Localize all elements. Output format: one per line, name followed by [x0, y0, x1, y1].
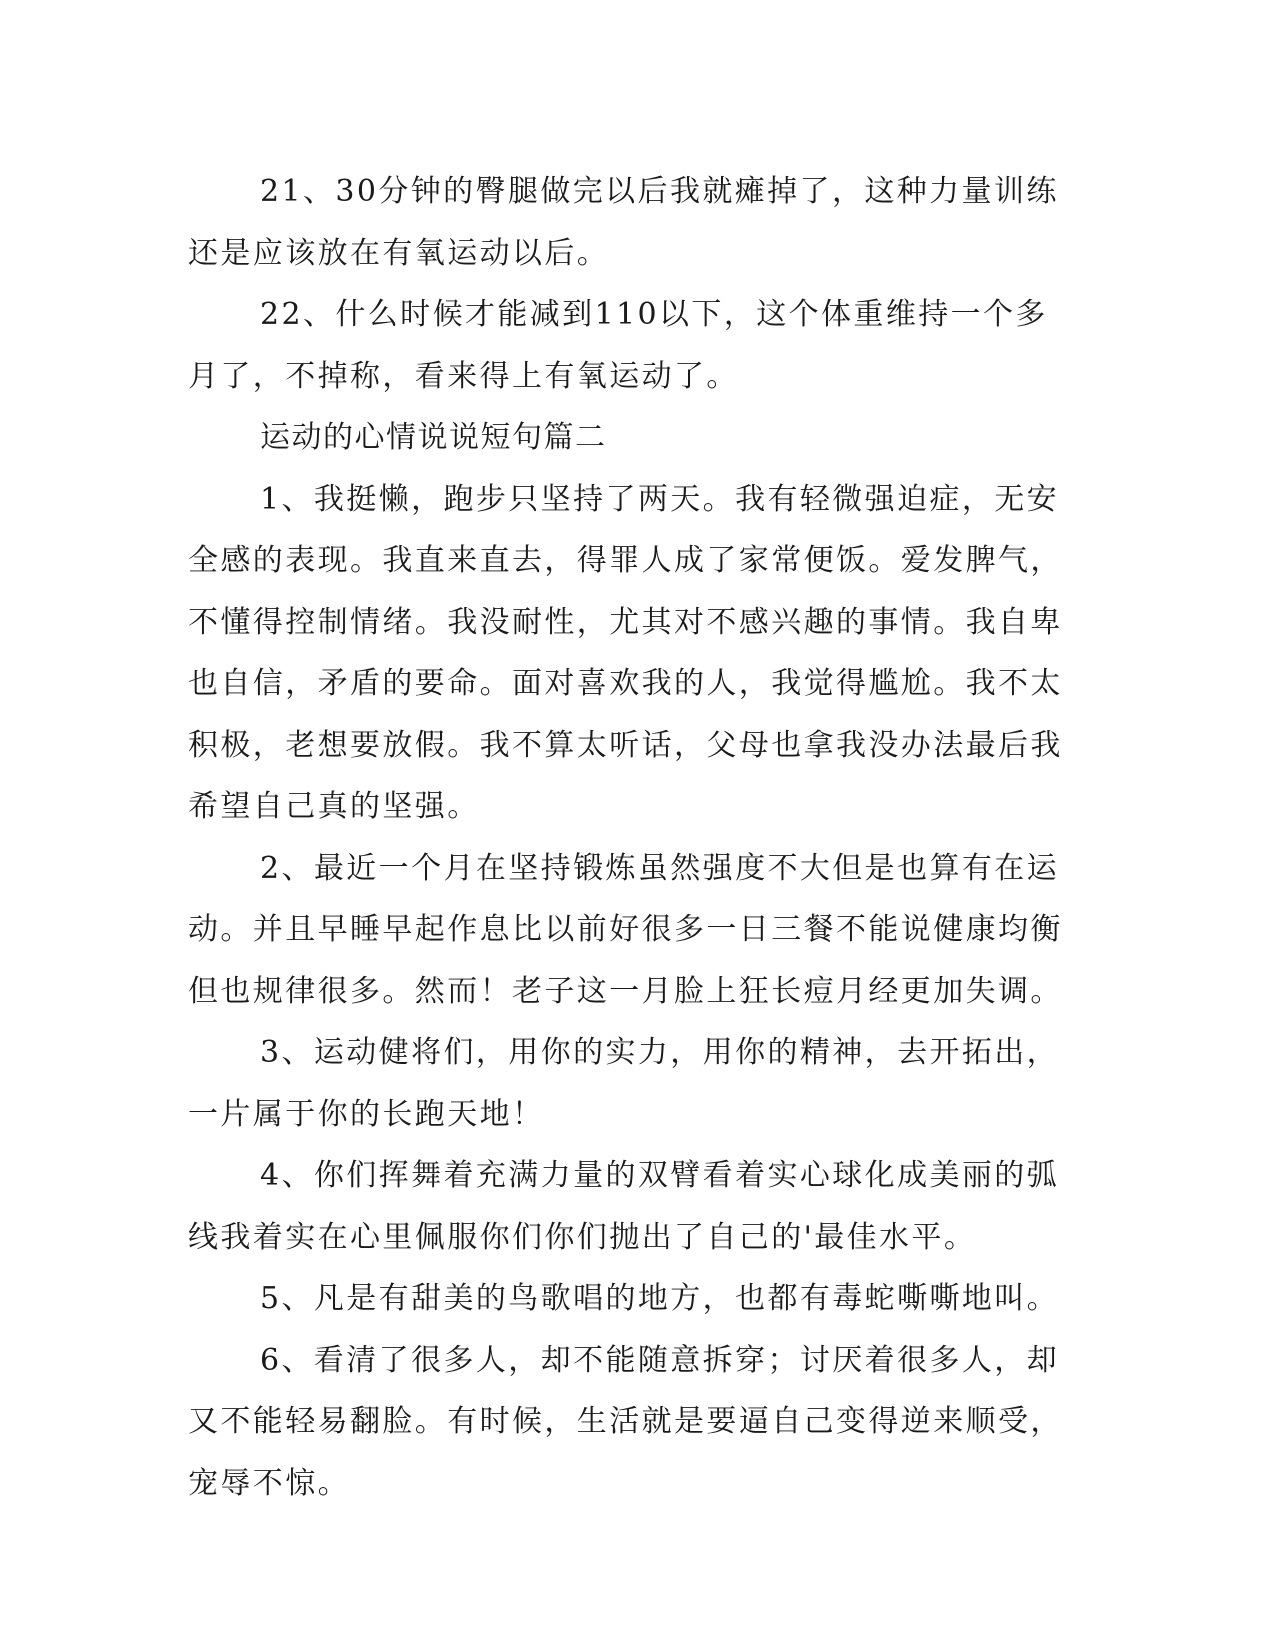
section-heading: 运动的心情说说短句篇二: [260, 420, 607, 455]
section-paragraph-2: 2、最近一个月在坚持锻炼虽然强度不大但是也算有在运动。并且早睡早起作息比以前好很多一日三餐不能说健康均衡但也规律很多。然而！老子这一月脸上狂长痘月经更加失调。: [188, 850, 1063, 1009]
section-paragraph-3: 3、运动健将们，用你的实力，用你的精神，去开拓出，一片属于你的长跑天地！: [188, 1035, 1060, 1132]
section-paragraph-6: 6、看清了很多人，却不能随意拆穿；讨厌着很多人，却又不能轻易翻脸。有时候，生活就是要逼自己变得逆来顺受，宠辱不惊。: [188, 1342, 1063, 1501]
paragraph-21: 21、30分钟的臀腿做完以后我就瘫掉了，这种力量训练还是应该放在有氧运动以后。: [188, 174, 1059, 271]
section-paragraph-4: 4、你们挥舞着充满力量的双臂看着实心球化成美丽的弧线我着实在心里佩服你们你们抛出了自己的'最佳水平。: [188, 1158, 1060, 1255]
section-paragraph-5: 5、凡是有甜美的鸟歌唱的地方，也都有毒蛇嘶嘶地叫。: [260, 1281, 1060, 1316]
paragraph-22: 22、什么时候才能减到110以下，这个体重维持一个多月了，不掉称，看来得上有氧运动了。: [188, 297, 1048, 394]
section-paragraph-1: 1、我挺懒，跑步只坚持了两天。我有轻微强迫症，无安全感的表现。我直来直去，得罪人成了家常便饭。爱发脾气，不懂得控制情绪。我没耐性，尤其对不感兴趣的事情。我自卑也自信，矛盾的要命。面对喜欢我的人，我觉得尴尬。我不太积极，老想要放假。我不算太听话，父母也拿我没办法最后我希望自己真的坚强。: [188, 481, 1063, 824]
document-body: [188, 161, 1072, 1514]
